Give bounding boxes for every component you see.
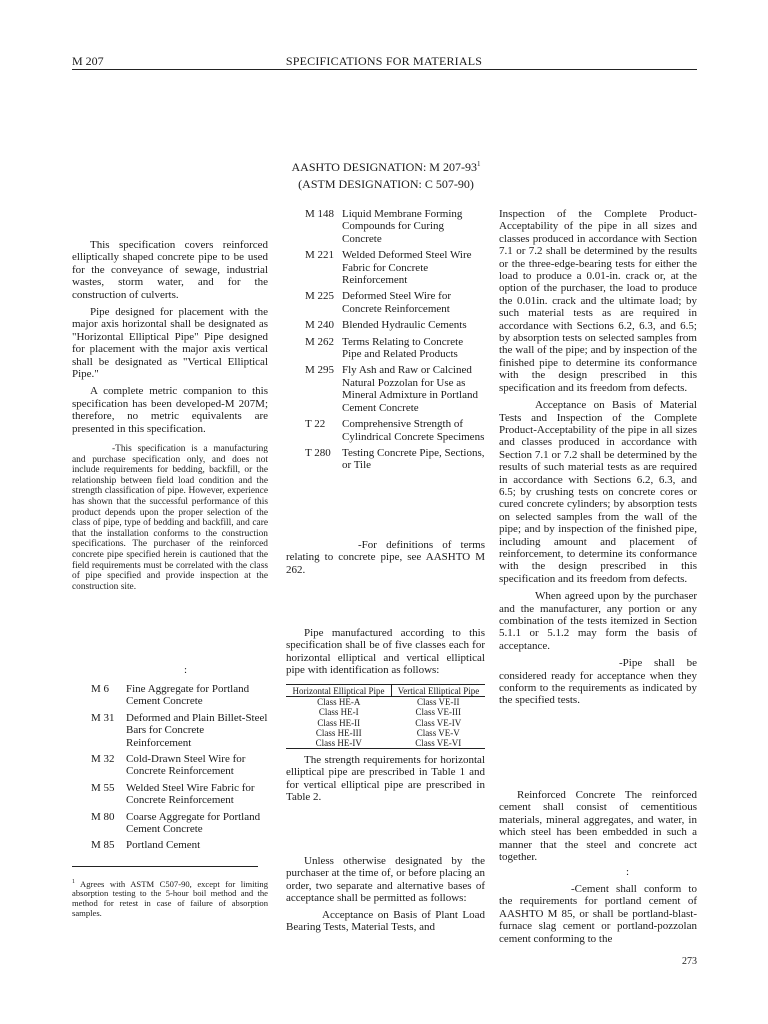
running-header-title: SPECIFICATIONS FOR MATERIALS — [285, 54, 483, 68]
reference-item: M 262 Terms Relating to Concrete Pipe and Related Products — [305, 335, 464, 361]
ready-for-acceptance-paragraph: -Pipe shall be considered ready for acceptance when they conform to the requirements as indicated by the specified tests. — [499, 657, 697, 707]
scope-paragraph-1: This specification covers reinforced elliptically shaped concrete pipe to be used for the conveyance of sewage, industrial wastes, storm water, and for the construction of culverts. — [72, 239, 268, 301]
table-row: Class HE-A Class VE-II — [317, 697, 460, 708]
reference-item: M 32 Cold-Drawn Steel Wire for Concrete Reinforcement — [91, 753, 246, 778]
strength-paragraph: The strength requirements for horizontal elliptical pipe are prescribed in Table 1 and for vertical elliptical pipe are prescribed in Table 2. — [286, 754, 485, 804]
class-table — [286, 684, 485, 749]
table-row: Class HE-III Class VE-V — [315, 727, 460, 738]
astm-designation: (ASTM DESIGNATION: C 507-90) — [298, 177, 474, 191]
table-row: Class HE-I Class VE-III — [318, 707, 462, 718]
reference-item: M 221 Welded Deformed Steel Wire Fabric for Concrete Reinforcement — [305, 249, 472, 287]
agreement-paragraph: When agreed upon by the purchaser and the manufacturer, any portion or any combination of the tests itemized in Section 5.1.1 or 5.1.2 may form the basis of acceptance. — [499, 590, 697, 652]
footnote: $^1$ Agrees with ASTM C507-90, except for limiting absorption testing to the 5-hour boil method and the method for retest in case of failure of absorption samples. — [72, 878, 268, 918]
acceptance-section — [286, 855, 485, 933]
reference-item: T 22 Comprehensive Strength of Cylindrical Concrete Specimens — [305, 418, 485, 443]
scope-note: -This specification is a manufacturing and purchase specification only, and does not include requirements for bedding, backfill, or the relationship between field load condition and the strength classification of pipe. However, experience has shown that the successful performance of this product depends upon the proper selection of the class of pipe, type of bedding and backfill, and care that the installation conforms to the construction specifications. The purchaser of the reinforced concrete pipe specified herein is cautioned that the field requirements must be correlated with the class of pipe specified and provide inspection at the construction site. — [72, 444, 268, 592]
inspection-paragraph: Inspection of the Complete Product-Acceptability of the pipe in all sizes and classes produced in accordance with Section 7.1 or 7.2 shall be determined by the results or the three-edge-bearing tests for either the load to produce a 0.01-in. crack or, at the option of the purchaser, the load to produce the 0.01in. crack and the ultimate load; by such material tests as are required in accordance with Sections 6.2, 6.3, and 6.5; by absorption tests on selected samples from the wall of the pipe; and by inspection of the finished pipe to determine its conformance with the design prescribed in this specification and its freedom from defects. — [499, 208, 697, 394]
column-3-acceptance — [499, 208, 697, 707]
footnote-rule — [72, 866, 258, 867]
reference-item: M 295 Fly Ash and Raw or Calcined Natural Pozzolan for Use as Mineral Admixture in Portland Cement Concrete — [305, 364, 478, 414]
table-row: Class HE-IV Class VE-VI — [286, 738, 485, 749]
class-table-header-horizontal: Horizontal Elliptical Pipe — [286, 685, 391, 697]
terminology-paragraph: -For definitions of terms relating to concrete pipe, see AASHTO M 262. — [286, 539, 485, 576]
reference-item: M 85 Portland Cement — [91, 839, 201, 852]
reference-item: T 280 Testing Concrete Pipe, Sections, or Tile — [305, 446, 485, 472]
scope-paragraph-2: Pipe designed for placement with the major axis horizontal shall be designated as "Horizontal Elliptical Pipe" Pipe designed for placement with the major axis vertical shall be designated as "Vertical Elliptical Pipe." — [72, 306, 268, 381]
reference-item: M 31 Deformed and Plain Billet-Steel Bars for Concrete Reinforcement — [91, 711, 268, 749]
cement-section — [499, 883, 697, 945]
footnote-mark: 1 — [476, 160, 481, 168]
acceptance-material-paragraph: Acceptance on Basis of Material Tests and Inspection of the Complete Product-Acceptability of the pipe in all sizes and classes produced in accordance with Section 7.1 or 7.2 shall be determined by the results of such material tests as are required in accordance with Sections 6.2, 6.3, and 6.5; by crushing tests on concrete cores or cured concrete cylinders; by absorption tests on selected samples from the wall of the pipe; and by inspection of the finished pipe, including amount and placement of reinforcement, to determine its conformance with the design prescribed in this specification and its freedom from defects. — [499, 399, 697, 585]
acceptance-intro-paragraph: Unless otherwise designated by the purchaser at the time of, or before placing an order, two separate and alternative bases of acceptance shall be permitted as follows: — [286, 855, 485, 905]
referenced-docs-colon: : — [184, 664, 188, 676]
scope-paragraph-3: A complete metric companion to this specification has been developed-M 207M; therefore, no metric equivalents are presented in this specification. — [72, 385, 268, 435]
reference-item: M 80 Coarse Aggregate for Portland Cement Concrete — [91, 810, 261, 836]
reference-item: M 240 Blended Hydraulic Cements — [305, 319, 467, 332]
reference-item: M 148 Liquid Membrane Forming Compounds for Curing Concrete — [305, 208, 463, 245]
reinforced-concrete-paragraph: Reinforced Concrete The reinforced cement shall consist of cementitious materials, mineral aggregates, and water, in which steel has been embedded in such a manner that the steel and concrete act together. — [499, 789, 697, 864]
reference-item: M 225 Deformed Steel Wire for Concrete Reinforcement — [305, 290, 452, 315]
class-table-header-vertical: Vertical Elliptical Pipe — [391, 685, 485, 697]
classification-paragraph: Pipe manufactured according to this specification shall be of five classes each for horizontal elliptical and vertical elliptical pipe with identification as follows: — [286, 627, 485, 677]
referenced-documents-list-2 — [305, 208, 485, 476]
materials-section — [499, 789, 697, 863]
cement-paragraph: -Cement shall conform to the requirements for portland cement of AASHTO M 85, or shall be portland-blast-furnace slag cement or portland-pozzolan cement conforming to the — [499, 883, 697, 945]
strength-section — [286, 754, 485, 804]
reference-item: M 6 Fine Aggregate for Portland Cement Concrete — [91, 683, 250, 708]
classification-section — [286, 627, 485, 677]
designation-block — [268, 156, 504, 193]
aashto-designation: AASHTO DESIGNATION: M $207-93^1$ — [291, 160, 481, 174]
page-number: 273 — [682, 956, 697, 967]
referenced-documents-list-1 — [91, 683, 269, 856]
acceptance-load-paragraph: Acceptance on Basis of Plant Load Bearing Tests, Material Tests, and — [286, 908, 485, 934]
running-header-code: M 207 — [72, 54, 104, 68]
column-1-body — [72, 239, 268, 592]
cementitious-colon: : — [626, 866, 630, 878]
table-row: Class HE-II Class VE-IV — [317, 717, 462, 728]
reference-item: M 55 Welded Steel Wire Fabric for Concrete Reinforcement — [91, 781, 255, 807]
terminology-section — [286, 539, 485, 576]
header-rule — [72, 69, 697, 70]
